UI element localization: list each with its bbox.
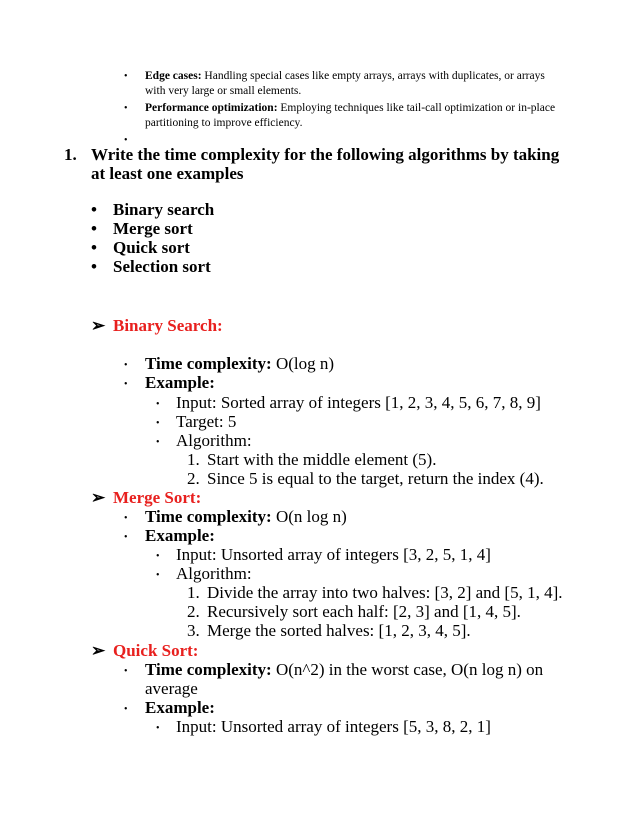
algorithm-item: Quick sort [113, 238, 190, 257]
bullet-glyph: • [124, 704, 128, 715]
quick-sort-heading: Quick Sort: [113, 641, 199, 660]
merge-step-1: Divide the array into two halves: [3, 2] and [5, 1, 4]. [207, 583, 563, 602]
merge-step-2: Recursively sort each half: [2, 3] and [1, 4, 5]. [207, 602, 521, 621]
merge-algorithm-label: Algorithm: [176, 564, 252, 583]
arrow-icon: ➢ [91, 316, 106, 335]
merge-step-3: Merge the sorted halves: [1, 2, 3, 4, 5]. [207, 621, 471, 640]
binary-time-complexity [145, 354, 334, 374]
arrow-icon: ➢ [91, 641, 106, 660]
bullet-glyph: • [156, 723, 160, 734]
edge-cases-text: Handling special cases like empty arrays, arrays with duplicates, or arrays [201, 70, 545, 82]
merge-example-label: Example: [145, 526, 215, 545]
bullet-glyph: • [124, 666, 128, 677]
step-number: 1. [187, 450, 200, 469]
tc-label: Time complexity: [145, 660, 272, 679]
empty-bullet: • [124, 135, 128, 146]
algorithm-bullet: • [91, 200, 97, 219]
step-number: 1. [187, 583, 200, 602]
bullet-glyph: • [156, 437, 160, 448]
step-number: 3. [187, 621, 200, 640]
quick-tc-cont: average [145, 679, 198, 698]
algorithm-bullet: • [91, 238, 97, 257]
performance-line [145, 101, 555, 116]
binary-algorithm-label: Algorithm: [176, 431, 252, 450]
tc-value: O(n log n) [271, 507, 347, 526]
bullet-glyph: • [124, 71, 128, 82]
step-number: 2. [187, 602, 200, 621]
bullet-glyph: • [124, 103, 128, 114]
quick-input: Input: Unsorted array of integers [5, 3, 8, 2, 1] [176, 717, 491, 736]
edge-cases-text-cont: with very large or small elements. [145, 85, 302, 97]
merge-time-complexity [145, 507, 347, 527]
tc-value: O(log n) [271, 354, 335, 373]
tc-label: Time complexity: [145, 507, 272, 526]
quick-example-label: Example: [145, 698, 215, 717]
bullet-glyph: • [124, 360, 128, 371]
quick-time-complexity [145, 660, 543, 680]
merge-sort-heading: Merge Sort: [113, 488, 202, 507]
question-number: 1. [64, 145, 77, 164]
edge-cases-label: Edge cases: [145, 70, 202, 82]
bullet-glyph: • [156, 570, 160, 581]
algorithm-bullet: • [91, 257, 97, 276]
performance-text-cont: partitioning to improve efficiency. [145, 117, 303, 129]
bullet-glyph: • [124, 379, 128, 390]
question-line-1: Write the time complexity for the following algorithms by taking [91, 145, 560, 164]
binary-example-label: Example: [145, 373, 215, 392]
tc-value: O(n^2) in the worst case, O(n log n) on [271, 660, 544, 679]
step-number: 2. [187, 469, 200, 488]
bullet-glyph: • [124, 532, 128, 543]
bullet-glyph: • [156, 551, 160, 562]
binary-step-2: Since 5 is equal to the target, return the index (4). [207, 469, 544, 488]
algorithm-item: Binary search [113, 200, 215, 219]
arrow-icon: ➢ [91, 488, 106, 507]
merge-input: Input: Unsorted array of integers [3, 2, 5, 1, 4] [176, 545, 491, 564]
bullet-glyph: • [124, 513, 128, 524]
performance-text: Employing techniques like tail-call optimization or in-place [277, 102, 556, 114]
binary-search-heading: Binary Search: [113, 316, 223, 335]
bullet-glyph: • [156, 399, 160, 410]
binary-target: Target: 5 [176, 412, 237, 431]
question-line-2: at least one examples [91, 164, 244, 183]
tc-label: Time complexity: [145, 354, 272, 373]
algorithm-item: Merge sort [113, 219, 193, 238]
binary-step-1: Start with the middle element (5). [207, 450, 437, 469]
algorithm-bullet: • [91, 219, 97, 238]
algorithm-item: Selection sort [113, 257, 211, 276]
binary-input: Input: Sorted array of integers [1, 2, 3, 4, 5, 6, 7, 8, 9] [176, 393, 541, 412]
bullet-glyph: • [156, 418, 160, 429]
edge-cases-line [145, 69, 545, 84]
performance-label: Performance optimization: [145, 102, 278, 114]
